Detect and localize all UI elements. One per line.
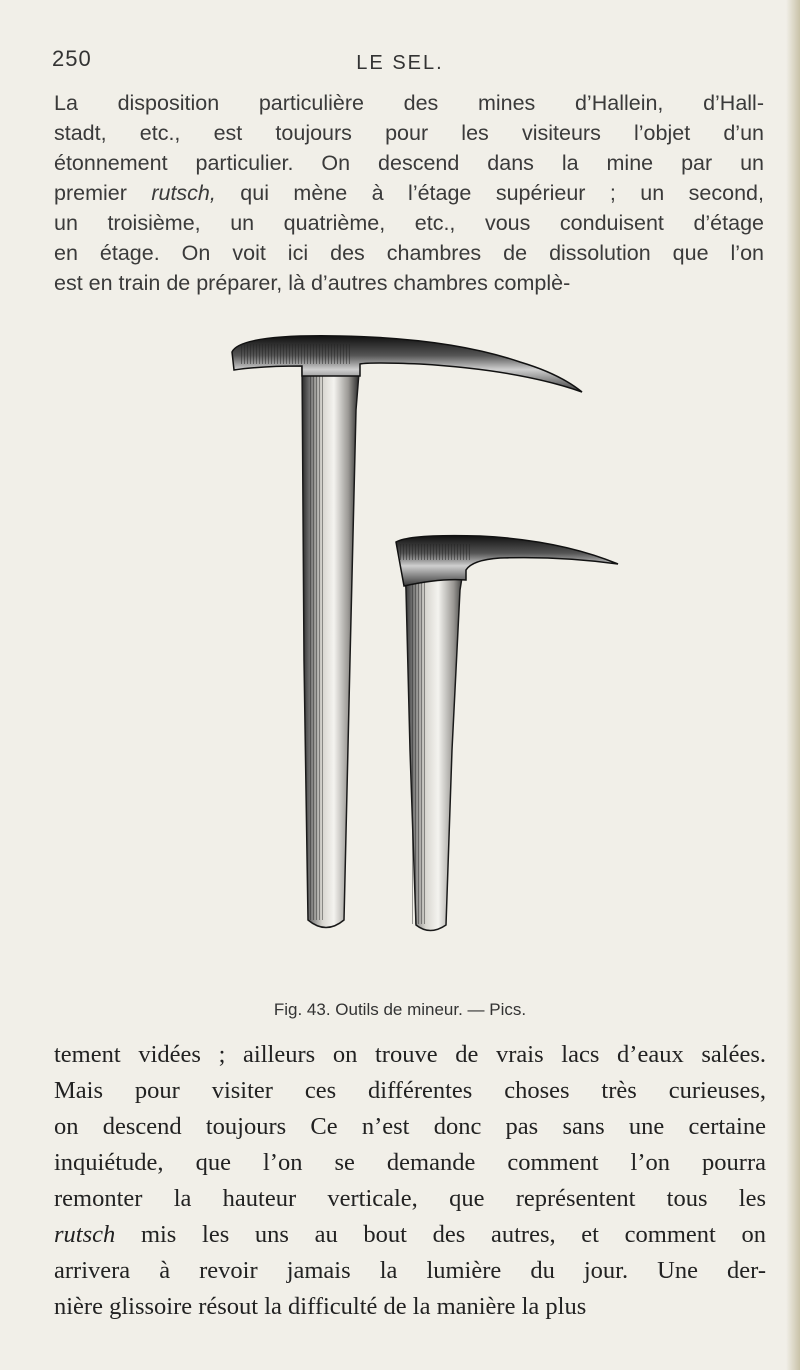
text-line: en étage. On voit ici des chambres de dissolution que l’on bbox=[54, 241, 764, 265]
text-line: un troisième, un quatrième, etc., vous conduisent d’étage bbox=[54, 211, 764, 235]
text-line: remonter la hauteur verticale, que représentent tous les bbox=[54, 1185, 766, 1212]
page-edge-shadow bbox=[786, 0, 800, 1370]
small-pick bbox=[396, 536, 618, 931]
text-fragment: qui mène à l’étage supérieur ; un second, bbox=[240, 181, 764, 205]
text-fragment: mis les uns au bout des autres, et comment on bbox=[140, 1221, 767, 1248]
running-title: LE SEL. bbox=[356, 52, 444, 74]
figure-mining-picks bbox=[220, 330, 640, 960]
text-line: est en train de préparer, là d’autres chambres complè- bbox=[54, 271, 571, 295]
text-word: premier bbox=[54, 181, 127, 205]
text-line bbox=[54, 1217, 766, 1253]
text-line: Mais pour visiter ces différentes choses très curieuses, bbox=[54, 1077, 766, 1104]
paragraph-top bbox=[54, 88, 764, 298]
paragraph-bottom bbox=[54, 1037, 766, 1325]
text-line: arrivera à revoir jamais la lumière du jour. Une der- bbox=[54, 1257, 766, 1284]
text-line: étonnement particulier. On descend dans la mine par un bbox=[54, 151, 764, 175]
text-line: inquiétude, que l’on se demande comment l’on pourra bbox=[54, 1149, 766, 1176]
figure-caption: Fig. 43. Outils de mineur. — Pics. bbox=[273, 1000, 527, 1019]
page-number: 250 bbox=[52, 46, 92, 71]
italic-term: rutsch, bbox=[151, 181, 216, 205]
italic-term: rutsch bbox=[54, 1221, 116, 1248]
text-line: on descend toujours Ce n’est donc pas sans une certaine bbox=[54, 1113, 766, 1140]
text-line: La disposition particulière des mines d’Hallein, d’Hall- bbox=[54, 91, 764, 115]
text-line: tement vidées ; ailleurs on trouve de vrais lacs d’eaux salées. bbox=[54, 1041, 766, 1068]
text-line bbox=[54, 178, 764, 208]
text-line: nière glissoire résout la difficulté de la manière la plus bbox=[54, 1293, 587, 1320]
pick-illustration bbox=[220, 330, 640, 960]
text-line: stadt, etc., est toujours pour les visiteurs l’objet d’un bbox=[54, 121, 764, 145]
